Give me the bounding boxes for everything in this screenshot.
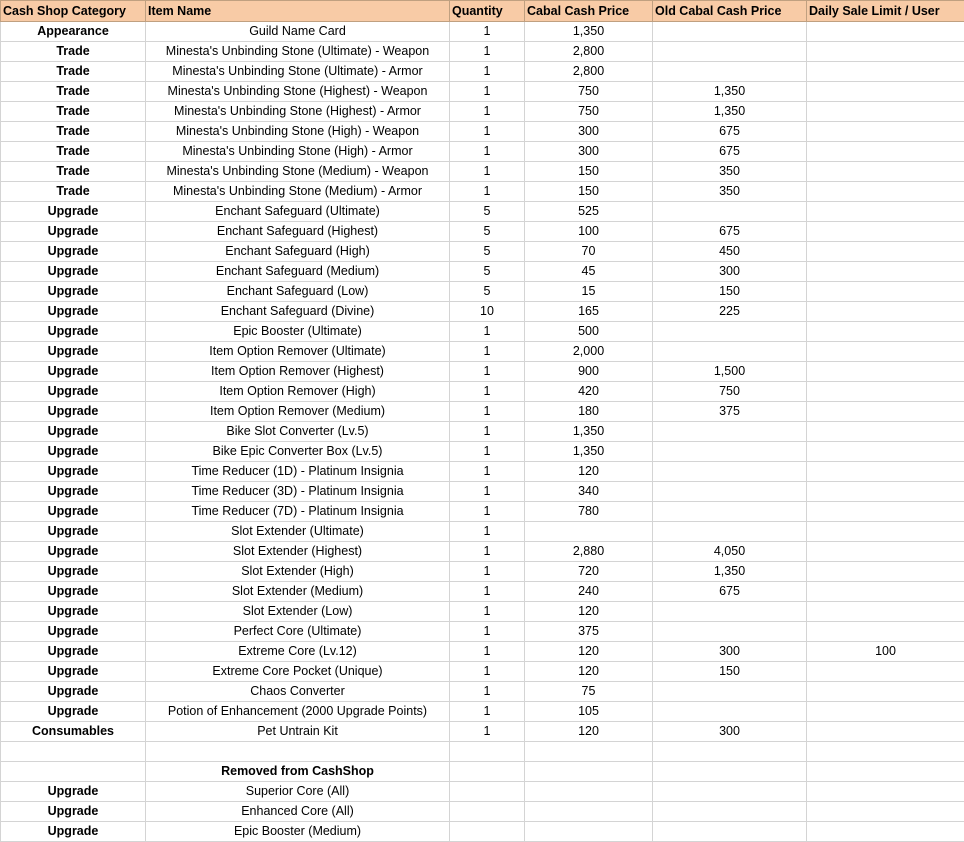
empty-cell[interactable] [525,742,653,762]
cash-price-cell[interactable]: 500 [525,322,653,342]
table-row [1,222,964,242]
table-row [1,322,964,342]
cash-price-cell[interactable]: 375 [525,622,653,642]
cash-price-cell[interactable]: 240 [525,582,653,602]
daily-limit-cell[interactable] [807,462,964,482]
table-row [1,502,964,522]
category-cell[interactable]: Appearance [1,22,146,42]
cash-price-cell[interactable] [525,522,653,542]
old-cash-price-cell[interactable]: 4,050 [653,542,807,562]
daily-limit-cell[interactable] [807,522,964,542]
daily-limit-cell[interactable] [807,802,964,822]
cash-price-cell[interactable]: 120 [525,462,653,482]
item-name-cell[interactable]: Minesta's Unbinding Stone (Highest) - Weapon [146,82,450,102]
quantity-cell[interactable]: 1 [450,682,525,702]
item-name-cell[interactable]: Minesta's Unbinding Stone (High) - Weapon [146,122,450,142]
quantity-cell[interactable]: 1 [450,602,525,622]
item-name-cell[interactable]: Bike Slot Converter (Lv.5) [146,422,450,442]
item-name-cell[interactable]: Slot Extender (Highest) [146,542,450,562]
cash-price-cell[interactable]: 150 [525,162,653,182]
old-cash-price-cell[interactable]: 675 [653,122,807,142]
daily-limit-cell[interactable] [807,382,964,402]
item-name-cell[interactable]: Item Option Remover (Highest) [146,362,450,382]
item-name-cell[interactable]: Minesta's Unbinding Stone (Ultimate) - Weapon [146,42,450,62]
old-cash-price-cell[interactable] [653,482,807,502]
cash-price-cell[interactable]: 300 [525,142,653,162]
table-row [1,282,964,302]
item-name-cell[interactable]: Extreme Core Pocket (Unique) [146,662,450,682]
item-name-cell[interactable]: Perfect Core (Ultimate) [146,622,450,642]
item-name-cell[interactable]: Enchant Safeguard (Low) [146,282,450,302]
item-name-cell[interactable]: Epic Booster (Medium) [146,822,450,842]
table-row [1,242,964,262]
table-row [1,622,964,642]
old-cash-price-cell[interactable] [653,622,807,642]
category-cell[interactable]: Upgrade [1,702,146,722]
category-cell[interactable]: Upgrade [1,342,146,362]
category-cell[interactable]: Upgrade [1,302,146,322]
cash-price-cell[interactable]: 45 [525,262,653,282]
daily-limit-cell[interactable] [807,602,964,622]
cash-price-cell[interactable]: 1,350 [525,442,653,462]
quantity-cell[interactable] [450,802,525,822]
removed-section-title[interactable]: Removed from CashShop [146,762,450,782]
cash-price-cell[interactable]: 75 [525,682,653,702]
daily-limit-cell[interactable] [807,22,964,42]
category-cell[interactable]: Trade [1,162,146,182]
quantity-cell[interactable]: 1 [450,442,525,462]
category-cell[interactable]: Upgrade [1,482,146,502]
cash-price-cell[interactable]: 105 [525,702,653,722]
removed-header-row [1,762,964,782]
old-cash-price-cell[interactable]: 675 [653,582,807,602]
table-body [1,22,964,842]
daily-limit-cell[interactable] [807,362,964,382]
old-cash-price-cell[interactable] [653,802,807,822]
cash-price-cell[interactable]: 15 [525,282,653,302]
table-row [1,542,964,562]
old-cash-price-cell[interactable] [653,422,807,442]
empty-cell[interactable] [807,742,964,762]
quantity-cell[interactable]: 1 [450,182,525,202]
cash-price-cell[interactable]: 720 [525,562,653,582]
item-name-cell[interactable]: Slot Extender (Ultimate) [146,522,450,542]
empty-cell[interactable] [146,742,450,762]
item-name-cell[interactable]: Slot Extender (Medium) [146,582,450,602]
blank-row [1,742,964,762]
header-daily-limit[interactable]: Daily Sale Limit / User [807,1,964,22]
daily-limit-cell[interactable] [807,262,964,282]
category-cell[interactable]: Upgrade [1,682,146,702]
empty-cell[interactable] [653,762,807,782]
category-cell[interactable]: Upgrade [1,242,146,262]
category-cell[interactable]: Trade [1,82,146,102]
old-cash-price-cell[interactable]: 450 [653,242,807,262]
removed-row [1,782,964,802]
item-name-cell[interactable]: Epic Booster (Ultimate) [146,322,450,342]
daily-limit-cell[interactable] [807,722,964,742]
cash-price-cell[interactable] [525,822,653,842]
cash-price-cell[interactable]: 2,800 [525,42,653,62]
category-cell[interactable]: Upgrade [1,822,146,842]
header-item-name[interactable]: Item Name [146,1,450,22]
old-cash-price-cell[interactable]: 150 [653,282,807,302]
daily-limit-cell[interactable] [807,422,964,442]
daily-limit-cell[interactable] [807,162,964,182]
cash-price-cell[interactable] [525,802,653,822]
daily-limit-cell[interactable] [807,142,964,162]
daily-limit-cell[interactable] [807,302,964,322]
category-cell[interactable]: Upgrade [1,602,146,622]
table-row [1,302,964,322]
old-cash-price-cell[interactable]: 1,350 [653,102,807,122]
daily-limit-cell[interactable] [807,542,964,562]
old-cash-price-cell[interactable]: 750 [653,382,807,402]
old-cash-price-cell[interactable]: 300 [653,722,807,742]
daily-limit-cell[interactable] [807,342,964,362]
daily-limit-cell[interactable] [807,562,964,582]
old-cash-price-cell[interactable] [653,782,807,802]
table-row [1,82,964,102]
quantity-cell[interactable]: 1 [450,622,525,642]
item-name-cell[interactable]: Guild Name Card [146,22,450,42]
quantity-cell[interactable]: 1 [450,482,525,502]
quantity-cell[interactable]: 5 [450,202,525,222]
quantity-cell[interactable]: 1 [450,522,525,542]
cash-price-cell[interactable]: 150 [525,182,653,202]
header-quantity[interactable]: Quantity [450,1,525,22]
cash-price-cell[interactable]: 180 [525,402,653,422]
category-cell[interactable]: Upgrade [1,662,146,682]
table-row [1,642,964,662]
cash-price-cell[interactable]: 780 [525,502,653,522]
category-cell[interactable]: Trade [1,182,146,202]
cash-price-cell[interactable]: 750 [525,102,653,122]
daily-limit-cell[interactable] [807,62,964,82]
empty-cell[interactable] [807,762,964,782]
old-cash-price-cell[interactable]: 375 [653,402,807,422]
daily-limit-cell[interactable] [807,282,964,302]
removed-row [1,802,964,822]
old-cash-price-cell[interactable]: 300 [653,642,807,662]
quantity-cell[interactable]: 1 [450,22,525,42]
quantity-cell[interactable]: 5 [450,242,525,262]
quantity-cell[interactable]: 1 [450,462,525,482]
cash-price-cell[interactable]: 100 [525,222,653,242]
cash-price-cell[interactable]: 525 [525,202,653,222]
quantity-cell[interactable]: 1 [450,642,525,662]
table-row [1,162,964,182]
table-row [1,22,964,42]
daily-limit-cell[interactable] [807,702,964,722]
old-cash-price-cell[interactable] [653,202,807,222]
daily-limit-cell[interactable]: 100 [807,642,964,662]
quantity-cell[interactable]: 5 [450,262,525,282]
item-name-cell[interactable]: Minesta's Unbinding Stone (Ultimate) - Armor [146,62,450,82]
table-row [1,402,964,422]
old-cash-price-cell[interactable] [653,522,807,542]
old-cash-price-cell[interactable] [653,42,807,62]
table-row [1,482,964,502]
cash-price-cell[interactable]: 750 [525,82,653,102]
table-row [1,42,964,62]
item-name-cell[interactable]: Item Option Remover (Ultimate) [146,342,450,362]
table-row [1,682,964,702]
quantity-cell[interactable]: 1 [450,582,525,602]
cash-price-cell[interactable] [525,782,653,802]
cash-price-cell[interactable]: 340 [525,482,653,502]
quantity-cell[interactable]: 1 [450,542,525,562]
cash-price-cell[interactable]: 120 [525,662,653,682]
empty-cell[interactable] [1,762,146,782]
quantity-cell[interactable]: 5 [450,282,525,302]
item-name-cell[interactable]: Bike Epic Converter Box (Lv.5) [146,442,450,462]
quantity-cell[interactable]: 1 [450,422,525,442]
quantity-cell[interactable]: 1 [450,502,525,522]
old-cash-price-cell[interactable]: 1,350 [653,82,807,102]
table-row [1,442,964,462]
item-name-cell[interactable]: Minesta's Unbinding Stone (Medium) - Armor [146,182,450,202]
item-name-cell[interactable]: Potion of Enhancement (2000 Upgrade Points) [146,702,450,722]
empty-cell[interactable] [525,762,653,782]
table-row [1,142,964,162]
category-cell[interactable]: Upgrade [1,402,146,422]
cash-price-cell[interactable]: 900 [525,362,653,382]
item-name-cell[interactable]: Pet Untrain Kit [146,722,450,742]
old-cash-price-cell[interactable]: 150 [653,662,807,682]
item-name-cell[interactable]: Slot Extender (High) [146,562,450,582]
item-name-cell[interactable]: Enchant Safeguard (Ultimate) [146,202,450,222]
daily-limit-cell[interactable] [807,222,964,242]
quantity-cell[interactable]: 1 [450,342,525,362]
cash-price-cell[interactable]: 2,800 [525,62,653,82]
cash-price-cell[interactable]: 70 [525,242,653,262]
daily-limit-cell[interactable] [807,322,964,342]
daily-limit-cell[interactable] [807,582,964,602]
quantity-cell[interactable]: 1 [450,362,525,382]
item-name-cell[interactable]: Item Option Remover (Medium) [146,402,450,422]
old-cash-price-cell[interactable]: 675 [653,222,807,242]
category-cell[interactable]: Upgrade [1,642,146,662]
category-cell[interactable]: Upgrade [1,782,146,802]
category-cell[interactable]: Trade [1,102,146,122]
item-name-cell[interactable]: Item Option Remover (High) [146,382,450,402]
cash-price-cell[interactable]: 120 [525,722,653,742]
category-cell[interactable]: Upgrade [1,622,146,642]
quantity-cell[interactable]: 10 [450,302,525,322]
quantity-cell[interactable] [450,822,525,842]
quantity-cell[interactable]: 1 [450,122,525,142]
header-category[interactable]: Cash Shop Category [1,1,146,22]
category-cell[interactable]: Upgrade [1,542,146,562]
category-cell[interactable]: Trade [1,42,146,62]
item-name-cell[interactable]: Minesta's Unbinding Stone (Highest) - Armor [146,102,450,122]
category-cell[interactable]: Upgrade [1,202,146,222]
quantity-cell[interactable]: 1 [450,142,525,162]
category-cell[interactable]: Trade [1,62,146,82]
table-row [1,102,964,122]
quantity-cell[interactable]: 1 [450,42,525,62]
daily-limit-cell[interactable] [807,242,964,262]
category-cell[interactable]: Trade [1,142,146,162]
old-cash-price-cell[interactable] [653,462,807,482]
item-name-cell[interactable]: Enchant Safeguard (Highest) [146,222,450,242]
category-cell[interactable]: Trade [1,122,146,142]
quantity-cell[interactable]: 1 [450,82,525,102]
cash-price-cell[interactable]: 1,350 [525,422,653,442]
category-cell[interactable]: Upgrade [1,562,146,582]
item-name-cell[interactable]: Enchant Safeguard (High) [146,242,450,262]
item-name-cell[interactable]: Time Reducer (1D) - Platinum Insignia [146,462,450,482]
item-name-cell[interactable]: Chaos Converter [146,682,450,702]
quantity-cell[interactable]: 1 [450,162,525,182]
category-cell[interactable]: Upgrade [1,362,146,382]
old-cash-price-cell[interactable] [653,682,807,702]
old-cash-price-cell[interactable]: 675 [653,142,807,162]
quantity-cell[interactable]: 1 [450,322,525,342]
daily-limit-cell[interactable] [807,182,964,202]
daily-limit-cell[interactable] [807,122,964,142]
category-cell[interactable]: Upgrade [1,442,146,462]
item-name-cell[interactable]: Enhanced Core (All) [146,802,450,822]
table-row [1,62,964,82]
table-row [1,522,964,542]
cash-price-cell[interactable]: 2,880 [525,542,653,562]
table-row [1,122,964,142]
old-cash-price-cell[interactable]: 300 [653,262,807,282]
quantity-cell[interactable]: 1 [450,722,525,742]
quantity-cell[interactable]: 5 [450,222,525,242]
category-cell[interactable]: Upgrade [1,382,146,402]
header-row [1,1,964,22]
daily-limit-cell[interactable] [807,402,964,422]
cash-price-cell[interactable]: 120 [525,642,653,662]
item-name-cell[interactable]: Time Reducer (3D) - Platinum Insignia [146,482,450,502]
daily-limit-cell[interactable] [807,662,964,682]
table-row [1,662,964,682]
category-cell[interactable]: Upgrade [1,802,146,822]
category-cell[interactable]: Upgrade [1,282,146,302]
empty-cell[interactable] [450,742,525,762]
old-cash-price-cell[interactable]: 1,350 [653,562,807,582]
old-cash-price-cell[interactable] [653,702,807,722]
old-cash-price-cell[interactable] [653,322,807,342]
cash-price-cell[interactable]: 120 [525,602,653,622]
old-cash-price-cell[interactable]: 1,500 [653,362,807,382]
table-row [1,562,964,582]
old-cash-price-cell[interactable]: 225 [653,302,807,322]
quantity-cell[interactable]: 1 [450,102,525,122]
old-cash-price-cell[interactable] [653,822,807,842]
table-row [1,382,964,402]
item-name-cell[interactable]: Slot Extender (Low) [146,602,450,622]
table-row [1,422,964,442]
table-row [1,262,964,282]
quantity-cell[interactable] [450,782,525,802]
table-row [1,722,964,742]
category-cell[interactable]: Consumables [1,722,146,742]
table-row [1,702,964,722]
empty-cell[interactable] [653,742,807,762]
table-row [1,342,964,362]
quantity-cell[interactable]: 1 [450,662,525,682]
cash-price-cell[interactable]: 2,000 [525,342,653,362]
cash-price-cell[interactable]: 420 [525,382,653,402]
item-name-cell[interactable]: Minesta's Unbinding Stone (Medium) - Weapon [146,162,450,182]
cash-price-cell[interactable]: 1,350 [525,22,653,42]
category-cell[interactable]: Upgrade [1,222,146,242]
item-name-cell[interactable]: Extreme Core (Lv.12) [146,642,450,662]
daily-limit-cell[interactable] [807,82,964,102]
item-name-cell[interactable]: Superior Core (All) [146,782,450,802]
table-row [1,182,964,202]
category-cell[interactable]: Upgrade [1,582,146,602]
quantity-cell[interactable]: 1 [450,382,525,402]
cash-price-cell[interactable]: 300 [525,122,653,142]
table-row [1,462,964,482]
table-row [1,602,964,622]
daily-limit-cell[interactable] [807,622,964,642]
cash-price-cell[interactable]: 165 [525,302,653,322]
item-name-cell[interactable]: Minesta's Unbinding Stone (High) - Armor [146,142,450,162]
removed-row [1,822,964,842]
quantity-cell[interactable]: 1 [450,562,525,582]
header-old-cash-price[interactable]: Old Cabal Cash Price [653,1,807,22]
old-cash-price-cell[interactable]: 350 [653,162,807,182]
table-row [1,582,964,602]
category-cell[interactable]: Upgrade [1,422,146,442]
old-cash-price-cell[interactable] [653,602,807,622]
daily-limit-cell[interactable] [807,502,964,522]
empty-cell[interactable] [1,742,146,762]
old-cash-price-cell[interactable]: 350 [653,182,807,202]
empty-cell[interactable] [450,762,525,782]
item-name-cell[interactable]: Enchant Safeguard (Divine) [146,302,450,322]
daily-limit-cell[interactable] [807,482,964,502]
old-cash-price-cell[interactable] [653,342,807,362]
category-cell[interactable]: Upgrade [1,462,146,482]
quantity-cell[interactable]: 1 [450,402,525,422]
daily-limit-cell[interactable] [807,442,964,462]
category-cell[interactable]: Upgrade [1,262,146,282]
daily-limit-cell[interactable] [807,202,964,222]
header-cash-price[interactable]: Cabal Cash Price [525,1,653,22]
old-cash-price-cell[interactable] [653,502,807,522]
daily-limit-cell[interactable] [807,682,964,702]
category-cell[interactable]: Upgrade [1,522,146,542]
old-cash-price-cell[interactable] [653,442,807,462]
daily-limit-cell[interactable] [807,42,964,62]
category-cell[interactable]: Upgrade [1,322,146,342]
quantity-cell[interactable]: 1 [450,62,525,82]
old-cash-price-cell[interactable] [653,22,807,42]
daily-limit-cell[interactable] [807,782,964,802]
daily-limit-cell[interactable] [807,822,964,842]
table-row [1,202,964,222]
category-cell[interactable]: Upgrade [1,502,146,522]
item-name-cell[interactable]: Enchant Safeguard (Medium) [146,262,450,282]
daily-limit-cell[interactable] [807,102,964,122]
old-cash-price-cell[interactable] [653,62,807,82]
item-name-cell[interactable]: Time Reducer (7D) - Platinum Insignia [146,502,450,522]
quantity-cell[interactable]: 1 [450,702,525,722]
table-row [1,362,964,382]
